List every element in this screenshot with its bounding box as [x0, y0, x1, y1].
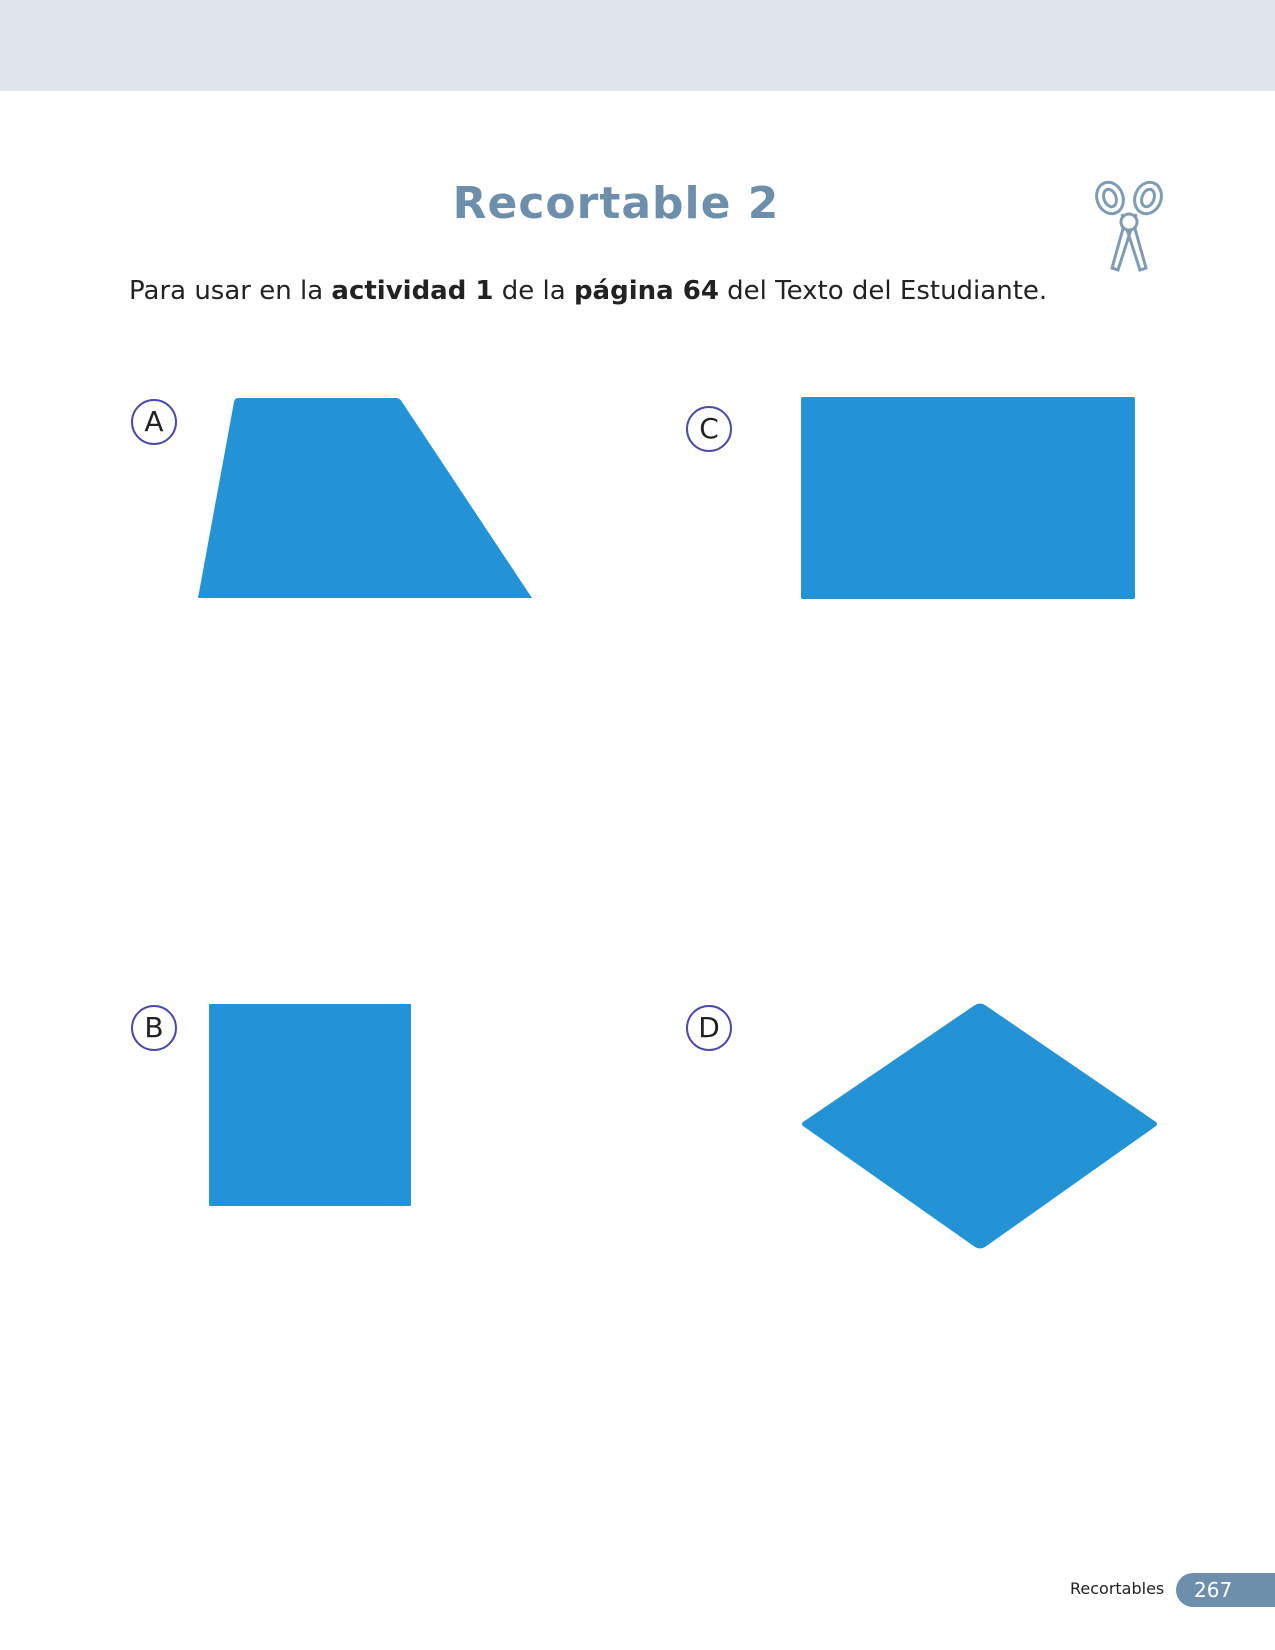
- page-title: Recortable 2: [452, 178, 780, 229]
- shape-label-c: C: [686, 406, 732, 452]
- page-number: 267: [1176, 1573, 1275, 1607]
- instruction-middle: de la: [493, 276, 574, 306]
- trapezoid-shape-a[interactable]: [196, 396, 534, 600]
- rhombus-shape-d[interactable]: [800, 1002, 1160, 1250]
- instruction-page-ref: página 64: [573, 276, 719, 306]
- shape-label-b: B: [131, 1005, 177, 1051]
- shape-label-a: A: [131, 399, 177, 445]
- rectangle-shape-c[interactable]: [800, 396, 1136, 600]
- footer-section-name: Recortables: [1070, 1579, 1165, 1598]
- square-shape-b[interactable]: [208, 1003, 412, 1207]
- top-band: [0, 0, 1275, 91]
- instruction-prefix: Para usar en la: [129, 276, 332, 306]
- shape-label-d: D: [686, 1005, 732, 1051]
- instruction-activity: actividad 1: [331, 276, 494, 306]
- instruction-text: [129, 276, 1047, 306]
- instruction-suffix: del Texto del Estudiante.: [718, 276, 1048, 306]
- scissors-icon: [1092, 178, 1166, 274]
